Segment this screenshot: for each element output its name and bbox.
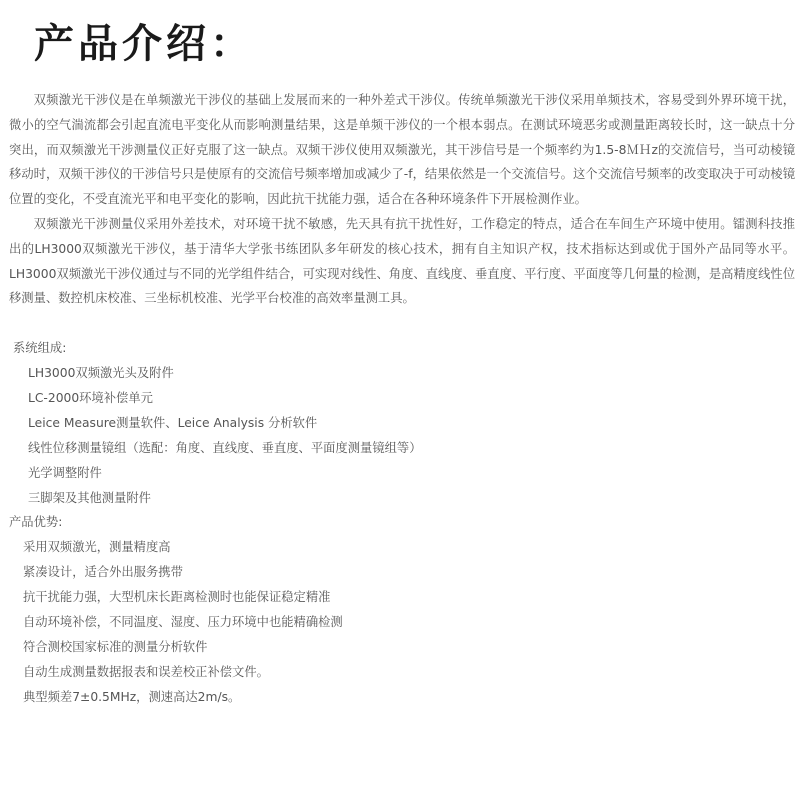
list-item: 光学调整附件 (28, 466, 102, 480)
product-advantages-section (9, 510, 343, 710)
list-item: Leice Measure测量软件、Leice Analysis 分析软件 (28, 416, 318, 430)
list-item: 符合测校国家标准的测量分析软件 (23, 640, 208, 654)
product-advantages-list (9, 535, 343, 710)
system-composition-section (13, 336, 422, 511)
list-item: 自动生成测量数据报表和误差校正补偿文件。 (23, 665, 269, 679)
list-item: 线性位移测量镜组（选配：角度、直线度、垂直度、平面度测量镜组等） (28, 441, 422, 455)
list-item: 采用双频激光，测量精度高 (23, 540, 171, 554)
system-composition-label: 系统组成: (13, 341, 67, 355)
list-item: 自动环境补偿，不同温度、湿度、压力环境中也能精确检测 (23, 615, 343, 629)
intro-paragraph: 双频激光干涉测量仪采用外差技术，对环境干扰不敏感，先天具有抗干扰性好，工作稳定的特点，适合在车间生产环境中使用。镭测科技推出的LH3000双频激光干涉仪，基于清华大学张书练团队多年研发的核心技术，拥有自主知识产权，技术指标达到或优于国外产品同等水平。LH3000双频激光干涉仪通过与不同的光学组件结合，可实现对线性、角度、直线度、垂直度、平行度、平面度等几何量的检测，是高精度线性位移测量、数控机床校准、三坐标机校准、光学平台校准的高效率量测工具。 (9, 216, 795, 306)
page-title: 产品介绍： (34, 21, 254, 67)
system-composition-list (13, 361, 422, 511)
intro-paragraph: 双频激光干涉仪是在单频激光干涉仪的基础上发展而来的一种外差式干涉仪。传统单频激光干涉仪采用单频技术，容易受到外界环境干扰，微小的空气湍流都会引起直流电平变化从而影响测量结果，这是单频干涉仪的一个根本弱点。在测试环境恶劣或测量距离较长时，这一缺点十分突出，而双频激光干涉测量仪正好克服了这一缺点。双频干涉仪使用双频激光，其干涉信号是一个频率约为1.5-8ＭＨz的交流信号，当可动棱镜移动时，双频干涉仪的干涉信号只是使原有的交流信号频率增加或减少了-f，结果依然是一个交流信号。这个交流信号频率的改变取决于可动棱镜位置的变化，不受直流光平和电平变化的影响，因此抗干扰能力强，适合在各种环境条件下开展检测作业。 (9, 93, 795, 207)
product-advantages-label: 产品优势: (9, 515, 63, 529)
list-item: LH3000双频激光头及附件 (28, 366, 174, 380)
list-item: 三脚架及其他测量附件 (28, 491, 151, 505)
list-item: LC-2000环境补偿单元 (28, 391, 153, 405)
list-item: 典型频差7±0.5MHz，测速高达2m/s。 (23, 690, 241, 704)
list-item: 紧凑设计，适合外出服务携带 (23, 565, 183, 579)
intro-text (9, 88, 795, 311)
list-item: 抗干扰能力强，大型机床长距离检测时也能保证稳定精准 (23, 590, 331, 604)
